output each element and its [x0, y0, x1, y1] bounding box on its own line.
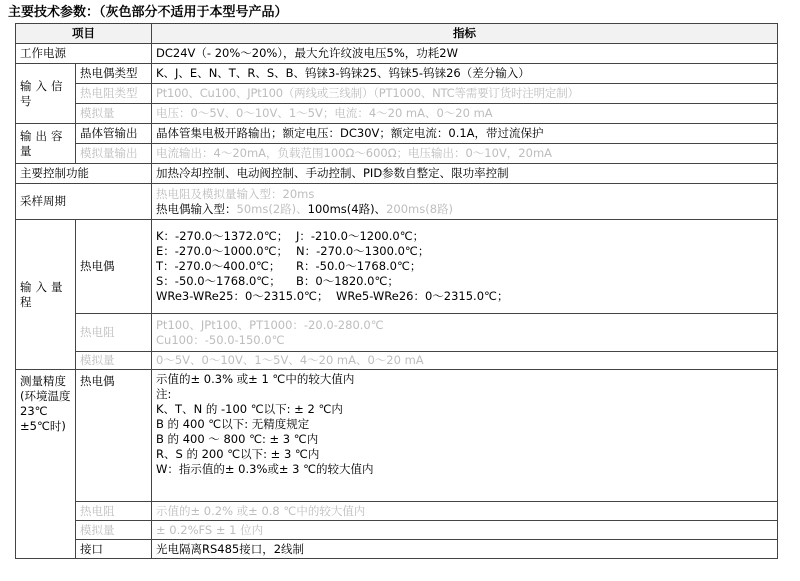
header-item: 项目 [16, 24, 152, 44]
header-index: 指标 [152, 24, 778, 44]
table-row [16, 370, 778, 502]
accuracy-thermocouple-sub: 热电偶 [76, 370, 152, 502]
table-row [16, 124, 778, 144]
input-signal-value: 电压：0～5V、0～10V、1～5V；电流：4～20 mA、0～20 mA [152, 104, 778, 124]
spec-table [15, 23, 778, 559]
header-row [16, 24, 778, 44]
table-row [16, 184, 778, 220]
input-signal-value: K、J、E、N、T、R、S、B、钨铼3-钨铼25、钨铼5-钨铼26（差分输入） [152, 64, 778, 84]
table-row [16, 220, 778, 314]
input-range-analog-sub: 模拟量 [76, 352, 152, 370]
accuracy-line: 示值的± 0.3% 或± 1 ℃中的较大值内 [156, 372, 355, 386]
table-row [16, 540, 778, 559]
accuracy-line: W：指示值的± 0.3%或± 3 ℃的较大值内 [156, 462, 374, 476]
input-signal-label: 输入信号 [16, 64, 76, 124]
sampling-gray-1: 50ms(2路)、 [236, 201, 308, 216]
power-label: 工作电源 [16, 44, 152, 64]
table-row [16, 502, 778, 521]
range-item: R：-50.0～1768.0℃； [296, 259, 422, 273]
power-value: DC24V（- 20%～20%），最大允许纹波电压5%，功耗2W [152, 44, 778, 64]
output-value: 电流输出：4～20mA，负载范围100Ω～600Ω；电压输出：0～10V，20mA [152, 144, 778, 164]
table-row [16, 104, 778, 124]
range-item: J：-210.0～1200.0℃； [296, 229, 425, 243]
input-range-label: 输入量程 [16, 220, 76, 370]
range-item: WRe5-WRe26：0～2315.0℃； [336, 289, 509, 303]
rtd-range-line: Pt100、JPt100、PT1000：-20.0-280.0℃ [156, 317, 384, 332]
output-value: 晶体管集电极开路输出；额定电压：DC30V；额定电流：0.1A，带过流保护 [152, 124, 778, 144]
sampling-prefix: 热电偶输入型： [156, 201, 237, 216]
range-item: N：-270.0～1300.0℃； [296, 244, 430, 258]
range-pair [156, 244, 773, 259]
sampling-label: 采样周期 [16, 184, 152, 220]
range-item: B：0～1820.0℃； [296, 274, 399, 288]
input-range-rtd-value [152, 314, 778, 352]
range-pair [156, 274, 773, 289]
accuracy-analog-value: ± 0.2%FS ± 1 位内 [152, 521, 778, 540]
output-label: 输出容量 [16, 124, 76, 164]
range-pair [156, 259, 773, 274]
input-signal-sub: 热电偶类型 [76, 64, 152, 84]
range-item: WRe3-WRe25：0～2315.0℃； [156, 289, 329, 303]
accuracy-line: B 的 400 ～ 800 ℃: ± 3 ℃内 [156, 432, 319, 446]
input-range-rtd-sub: 热电阻 [76, 314, 152, 352]
range-pair [156, 229, 773, 244]
interface-sub: 接口 [76, 540, 152, 559]
input-signal-sub: 热电阻类型 [76, 84, 152, 104]
output-sub: 模拟量输出 [76, 144, 152, 164]
accuracy-analog-sub: 模拟量 [76, 521, 152, 540]
accuracy-line: B 的 400 ℃以下: 无精度规定 [156, 417, 310, 431]
table-row [16, 44, 778, 64]
control-value: 加热冷却控制、电动阀控制、手动控制、PID参数自整定、限功率控制 [152, 164, 778, 184]
sampling-value [152, 184, 778, 220]
accuracy-rtd-sub: 热电阻 [76, 502, 152, 521]
table-row [16, 84, 778, 104]
table-row [16, 164, 778, 184]
input-signal-sub: 模拟量 [76, 104, 152, 124]
table-row [16, 64, 778, 84]
range-item: K：-270.0～1372.0℃； [156, 229, 289, 243]
range-item: T：-270.0～400.0℃； [156, 259, 281, 273]
spec-caption: 主要技术参数：（灰色部分不适用于本型号产品） [8, 5, 288, 20]
table-row [16, 144, 778, 164]
range-pair [156, 289, 773, 304]
accuracy-label: 测量精度(环境温度23℃±5℃时) [16, 370, 76, 559]
input-signal-value: Pt100、Cu100、JPt100（两线或三线制）（PT1000、NTC等需要订货时注明定制） [152, 84, 778, 104]
accuracy-line: R、S 的 200 ℃以下: ± 3 ℃内 [156, 447, 320, 461]
control-label: 主要控制功能 [16, 164, 152, 184]
table-row [16, 352, 778, 370]
interface-value: 光电隔离RS485接口，2线制 [152, 540, 778, 559]
range-item: S：-50.0～1768.0℃； [156, 274, 281, 288]
input-range-analog-value: 0～5V、0～10V、1～5V、4～20 mA、0～20 mA [152, 352, 778, 370]
sampling-line-1: 热电阻及模拟量输入型：20ms [156, 186, 315, 201]
input-range-thermocouple-value [152, 220, 778, 314]
sampling-line-2 [156, 202, 773, 217]
accuracy-rtd-value: 示值的± 0.2% 或± 0.8 ℃中的较大值内 [152, 502, 778, 521]
rtd-range-line: Cu100：-50.0-150.0℃ [156, 332, 285, 347]
range-item: E：-270.0～1000.0℃； [156, 244, 288, 258]
sampling-gray-2: 200ms(8路) [386, 201, 453, 216]
output-sub: 晶体管输出 [76, 124, 152, 144]
input-range-thermocouple-sub: 热电偶 [76, 220, 152, 314]
accuracy-thermocouple-value [152, 370, 778, 502]
accuracy-line: K、T、N 的 -100 ℃以下: ± 2 ℃内 [156, 402, 343, 416]
table-row [16, 521, 778, 540]
table-row [16, 314, 778, 352]
sampling-normal: 100ms(4路)、 [307, 201, 387, 216]
accuracy-line: 注: [156, 387, 172, 401]
